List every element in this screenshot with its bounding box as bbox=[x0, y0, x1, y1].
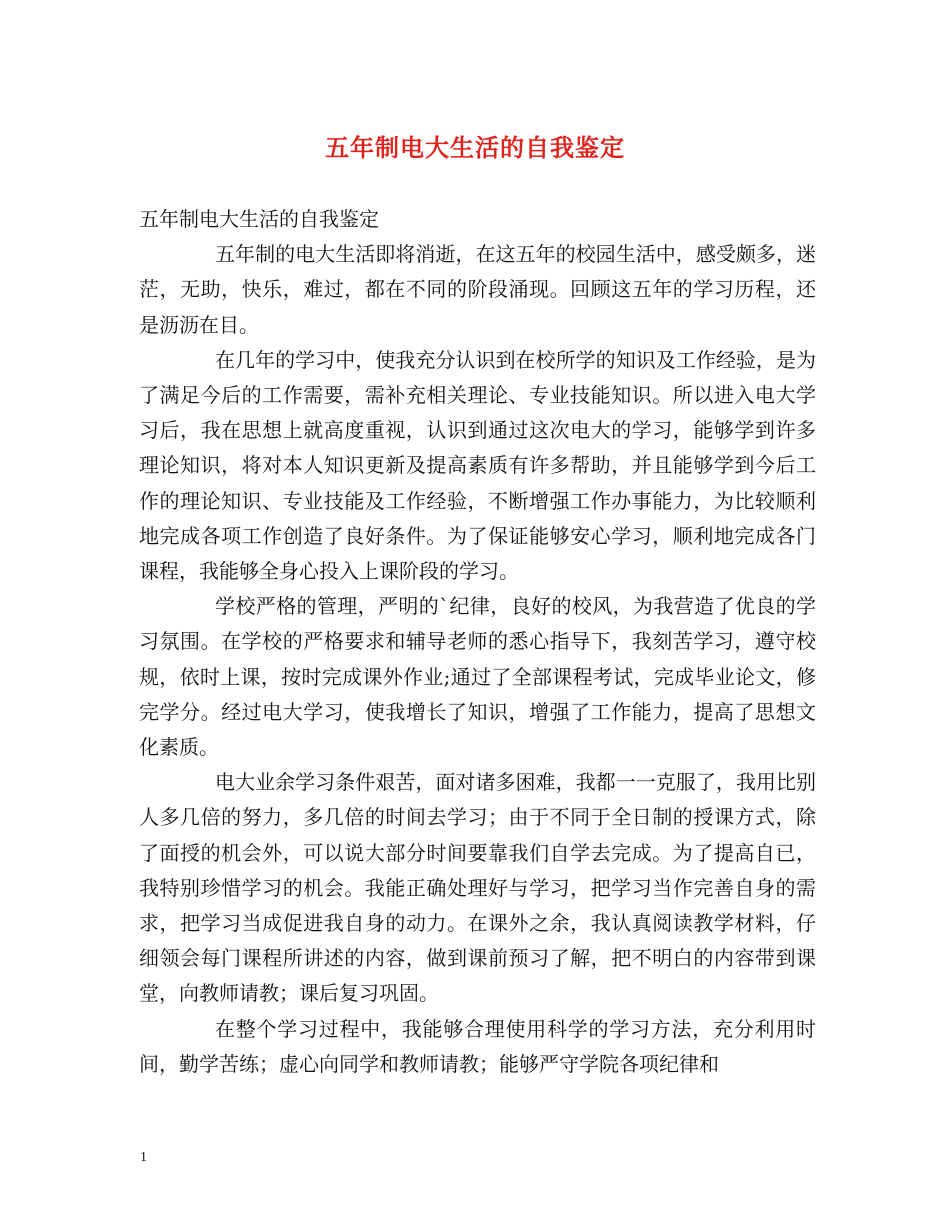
paragraph-2: 在几年的学习中，使我充分认识到在校所学的知识及工作经验，是为了满足今后的工作需要，需补充相关理论、专业技能知识。所以进入电大学习后，我在思想上就高度重视，认识到通过这次电大的学习，能够学到许多理论知识，将对本人知识更新及提高素质有许多帮助，并且能够学到今后工作的理论知识、专业技能及工作经验，不断增强工作办事能力，为比较顺利地完成各项工作创造了良好条件。为了保证能够安心学习，顺利地完成各门课程，我能够全身心投入上课阶段的学习。 bbox=[139, 347, 816, 584]
paragraph-3: 学校严格的管理，严明的`纪律，良好的校风，为我营造了优良的学习氛围。在学校的严格要求和辅导老师的悉心指导下，我刻苦学习，遵守校规，依时上课，按时完成课外作业;通过了全部课程考试，完成毕业论文，修完学分。经过电大学习，使我增长了知识，增强了工作能力，提高了思想文化素质。 bbox=[139, 594, 816, 760]
paragraph-4: 电大业余学习条件艰苦，面对诸多困难，我都一一克服了，我用比别人多几倍的努力，多几倍的时间去学习；由于不同于全日制的授课方式，除了面授的机会外，可以说大部分时间要靠我们自学去完成。为了提高自已，我特别珍惜学习的机会。我能正确处理好与学习，把学习当作完善自身的需求，把学习当成促进我自身的动力。在课外之余，我认真阅读教学材料，仔细领会每门课程所讲述的内容，做到课前预习了解，把不明白的内容带到课堂，向教师请教；课后复习巩固。 bbox=[139, 770, 816, 1006]
paragraph-5: 在整个学习过程中，我能够合理使用科学的学习方法，充分利用时间，勤学苦练；虚心向同学和教师请教；能够严守学院各项纪律和 bbox=[139, 1016, 816, 1076]
page-number: 1 bbox=[140, 1150, 147, 1165]
document-subtitle: 五年制电大生活的自我鉴定 bbox=[139, 207, 379, 231]
document-title: 五年制电大生活的自我鉴定 bbox=[325, 133, 625, 162]
document-body bbox=[139, 202, 816, 1082]
paragraph-1: 五年制的电大生活即将消逝，在这五年的校园生活中，感受颇多，迷茫，无助，快乐，难过，都在不同的阶段涌现。回顾这五年的学习历程，还是沥沥在目。 bbox=[139, 242, 816, 337]
